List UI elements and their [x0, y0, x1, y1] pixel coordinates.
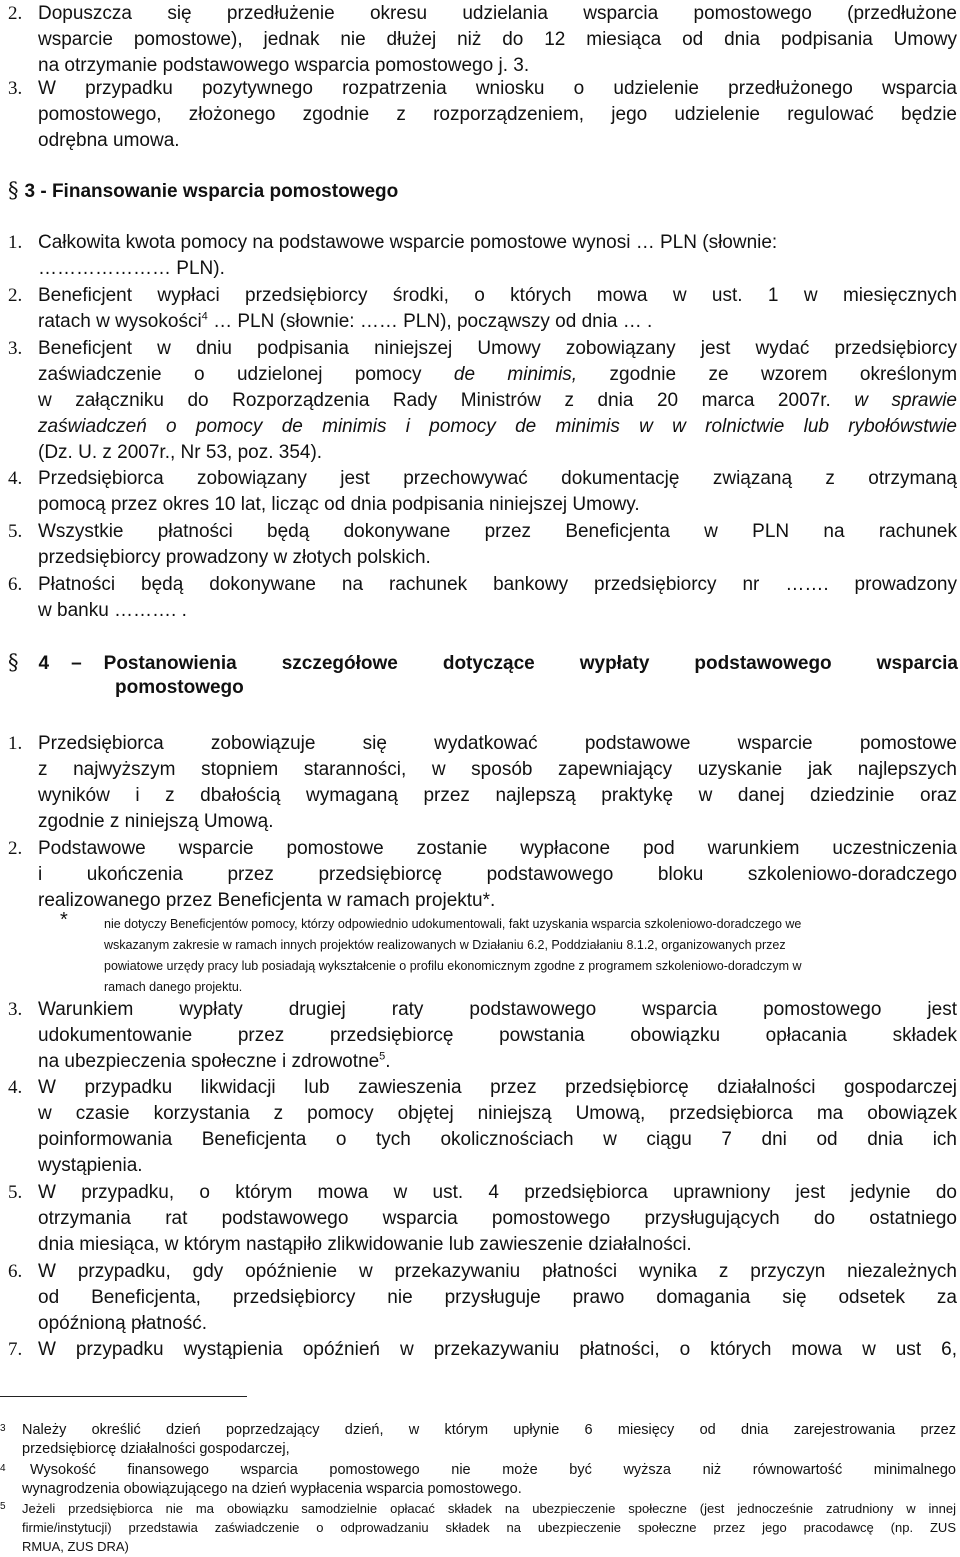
- text-line: pomocą przez okres 10 lat, licząc od dnia podpisania niniejszej Umowy.: [38, 494, 640, 515]
- item-text: [38, 230, 957, 282]
- item-text: [38, 1, 957, 79]
- paragraph-sign-icon: §: [8, 650, 19, 674]
- section-heading: [8, 178, 398, 203]
- paragraph-sign-icon: §: [8, 178, 19, 202]
- asterisk-note: [60, 909, 956, 998]
- section-title: Postanowienia szczegółowe dotyczące wypłaty podstawowego wsparcia: [103, 653, 958, 674]
- footnote-text: [22, 1421, 956, 1459]
- text-part: zaświadczenie o udzielonej pomocy: [38, 364, 422, 385]
- item-text: [38, 1259, 957, 1337]
- item-text: [38, 76, 957, 154]
- text-line: przedsiębiorcy prowadzony w złotych polskich.: [38, 547, 431, 568]
- text-line: wsparcie pomostowe), jednak nie dłużej niż do 12 miesiąca od dnia podpisania Umowy: [38, 29, 957, 50]
- item-number: 6.: [8, 574, 23, 595]
- item-text: [38, 336, 957, 466]
- footnote-text: [22, 1499, 956, 1556]
- item-number: 2.: [8, 838, 23, 859]
- text-line: [38, 362, 957, 388]
- text-line: w czasie korzystania z pomocy objętej niniejszą Umową, przedsiębiorca ma obowiązek: [38, 1103, 957, 1124]
- item-number: 7.: [8, 1339, 23, 1360]
- item-text: [38, 1180, 957, 1258]
- text-line: Dopuszcza się przedłużenie okresu udzielania wsparcia pomostowego (przedłużone: [38, 3, 957, 24]
- text-line: na otrzymanie podstawowego wsparcia pomostowego j. 3.: [38, 55, 530, 76]
- text-line: W przypadku likwidacji lub zawieszenia przez przedsiębiorcę działalności gospodarczej: [38, 1077, 957, 1098]
- text-line: w banku ………. .: [38, 600, 187, 621]
- text-line: W przypadku wystąpienia opóźnień w przekazywaniu płatności, o których mowa w ust 6,: [38, 1339, 957, 1360]
- text-line: W przypadku, gdy opóźnienie w przekazywaniu płatności wynika z przyczyn niezależnych: [38, 1261, 957, 1282]
- item-text: [38, 1337, 957, 1363]
- item-text: [38, 836, 957, 914]
- item-number: 3.: [8, 338, 23, 359]
- text-line: wystąpienia.: [38, 1155, 143, 1176]
- note-line: powiatowe urzędy pracy lub posiadają wykształcenie o profilu ekonomicznym zgodne z programem szkoleniowo-doradczym w: [104, 959, 802, 973]
- item-number: 2.: [8, 3, 23, 24]
- item-text: [38, 1075, 957, 1179]
- text-line: (Dz. U. z 2007r., Nr 53, poz. 354).: [38, 442, 323, 463]
- section-title: 3 - Finansowanie wsparcia pomostowego: [24, 181, 399, 202]
- text-line: W przypadku, o którym mowa w ust. 4 przedsiębiorca uprawniony jest jedynie do: [38, 1182, 957, 1203]
- item-text: [38, 519, 957, 571]
- text-line: dnia miesiąca, w którym nastąpiło zlikwidowanie lub zawieszenie działalności.: [38, 1234, 692, 1255]
- item-text: [38, 466, 957, 518]
- text-part: de minimis,: [453, 364, 578, 385]
- item-text: [38, 731, 957, 835]
- text-line: Warunkiem wypłaty drugiej raty podstawowego wsparcia pomostowego jest: [38, 999, 957, 1020]
- section-heading: [8, 650, 958, 699]
- asterisk-icon: *: [60, 909, 68, 931]
- text-part: zgodnie ze wzorem określonym: [609, 364, 958, 385]
- footnote-line: firmie/instytucji) przedstawia zaświadczenie o odprowadzaniu składek na ubezpieczenie społeczne przez jego pracodawcę (np. ZUS: [22, 1520, 956, 1535]
- item-number: 5.: [8, 521, 23, 542]
- section-number: 4: [38, 653, 50, 674]
- section-title: pomostowego: [115, 677, 244, 698]
- footnote-line: wynagrodzenia obowiązującego na dzień wypłacenia wsparcia pomostowego.: [22, 1481, 522, 1497]
- text-line: z najwyższym stopniem staranności, w sposób zapewniający uzyskanie jak najlepszych: [38, 759, 957, 780]
- footnote-separator: [0, 1396, 247, 1397]
- text-line: Podstawowe wsparcie pomostowe zostanie wypłacone pod warunkiem uczestniczenia: [38, 838, 957, 859]
- item-number: 1.: [8, 733, 23, 754]
- text-line: realizowanego przez Beneficjenta w ramach projektu*.: [38, 890, 496, 911]
- text-part: w załączniku do Rozporządzenia Rady Ministrów z dnia 20 marca 2007r.: [38, 390, 831, 411]
- footnote-line: RMUA, ZUS DRA): [22, 1539, 129, 1554]
- item-number: 4.: [8, 468, 23, 489]
- text-line: Całkowita kwota pomocy na podstawowe wsparcie pomostowe wynosi … PLN (słownie:: [38, 232, 778, 253]
- text-line: i ukończenia przez przedsiębiorcę podstawowego bloku szkoleniowo-doradczego: [38, 864, 957, 885]
- text-line: wyników i z dbałością wymaganą przez najlepszą praktykę w danej dziedzinie oraz: [38, 785, 957, 806]
- text-part: na ubezpieczenia społeczne i zdrowotne: [38, 1051, 380, 1072]
- text-line: Wszystkie płatności będą dokonywane przez Beneficjenta w PLN na rachunek: [38, 521, 957, 542]
- footnote-text: [22, 1461, 956, 1499]
- footnote-number: 4: [0, 1463, 6, 1474]
- item-number: 5.: [8, 1182, 23, 1203]
- item-number: 3.: [8, 999, 23, 1020]
- text-line: od Beneficjenta, przedsiębiorcy nie przysługuje prawo domagania się odsetek za: [38, 1287, 957, 1308]
- note-line: ramach danego projektu.: [104, 980, 243, 994]
- item-text: [38, 572, 957, 624]
- note-line: nie dotyczy Beneficjentów pomocy, którzy odpowiednio udokumentowali, fakt uzyskania wsparcia szkoleniowo-doradczego we: [104, 917, 802, 931]
- note-line: wskazanym zakresie w ramach innych projektów realizowanych w Działaniu 6.2, Poddziałaniu 8.1.2, organizowanych przez: [104, 938, 786, 952]
- text-line: odrębna umowa.: [38, 130, 180, 151]
- item-text: [38, 997, 957, 1075]
- text-part: zaświadczeń o pomocy de minimis i pomocy de minimis w w rolnictwie lub rybołówstwie: [38, 416, 957, 437]
- item-number: 3.: [8, 78, 23, 99]
- text-line: [38, 1049, 957, 1075]
- text-line: Beneficjent w dniu podpisania niniejszej Umowy zobowiązany jest wydać przedsiębiorcy: [38, 338, 957, 359]
- text-line: Płatności będą dokonywane na rachunek bankowy przedsiębiorcy nr ……. prowadzony: [38, 574, 957, 595]
- item-number: 1.: [8, 232, 23, 253]
- text-part: ratach w wysokości: [38, 311, 202, 332]
- footnote-ref: 5: [379, 1050, 386, 1063]
- footnote-ref: 4: [201, 310, 208, 323]
- text-line: ………………… PLN).: [38, 258, 225, 279]
- text-part: w sprawie: [854, 390, 957, 411]
- text-line: Beneficjent wypłaci przedsiębiorcy środki, o których mowa w ust. 1 w miesięcznych: [38, 285, 957, 306]
- text-line: [38, 414, 957, 440]
- text-line: [38, 388, 957, 414]
- text-part: … PLN (słownie: …… PLN), począwszy od dnia … .: [207, 311, 653, 332]
- item-number: 4.: [8, 1077, 23, 1098]
- footnote-line: przedsiębiorcę działalności gospodarczej,: [22, 1441, 290, 1457]
- text-line: pomostowego, złożonego zgodnie z rozporządzeniem, jego udzielenie regulować będzie: [38, 104, 957, 125]
- text-line: Przedsiębiorca zobowiązany jest przechowywać dokumentację związaną z otrzymaną: [38, 468, 957, 489]
- item-text: [38, 283, 957, 335]
- footnote-number: 5: [0, 1501, 6, 1512]
- text-line: [38, 309, 957, 335]
- section-dash: –: [71, 653, 82, 674]
- footnote-number: 3: [0, 1423, 6, 1434]
- text-line: opóźnioną płatność.: [38, 1313, 208, 1334]
- text-line: otrzymania rat podstawowego wsparcia pomostowego przysługujących do ostatniego: [38, 1208, 957, 1229]
- item-number: 2.: [8, 285, 23, 306]
- footnote-line: Jeżeli przedsiębiorca nie ma obowiązku samodzielnie opłacać składek na ubezpieczenie społeczne (jest jednocześnie zatrudniony w innej: [22, 1501, 956, 1516]
- item-number: 6.: [8, 1261, 23, 1282]
- text-part: .: [385, 1051, 391, 1072]
- text-line: poinformowania Beneficjenta o tych okolicznościach w ciągu 7 dni od dnia ich: [38, 1129, 957, 1150]
- text-line: udokumentowanie przez przedsiębiorcę powstania obowiązku opłacania składek: [38, 1025, 957, 1046]
- footnote-line: Wysokość finansowego wsparcia pomostowego nie może być wyższa niż równowartość minimalnego: [30, 1462, 956, 1478]
- text-line: Przedsiębiorca zobowiązuje się wydatkować podstawowe wsparcie pomostowe: [38, 733, 957, 754]
- text-line: W przypadku pozytywnego rozpatrzenia wniosku o udzielenie przedłużonego wsparcia: [38, 78, 957, 99]
- footnote-line: Należy określić dzień poprzedzający dzień, w którym upłynie 6 miesięcy od dnia zarejestrowania przez: [22, 1422, 956, 1438]
- text-line: zgodnie z niniejszą Umową.: [38, 811, 274, 832]
